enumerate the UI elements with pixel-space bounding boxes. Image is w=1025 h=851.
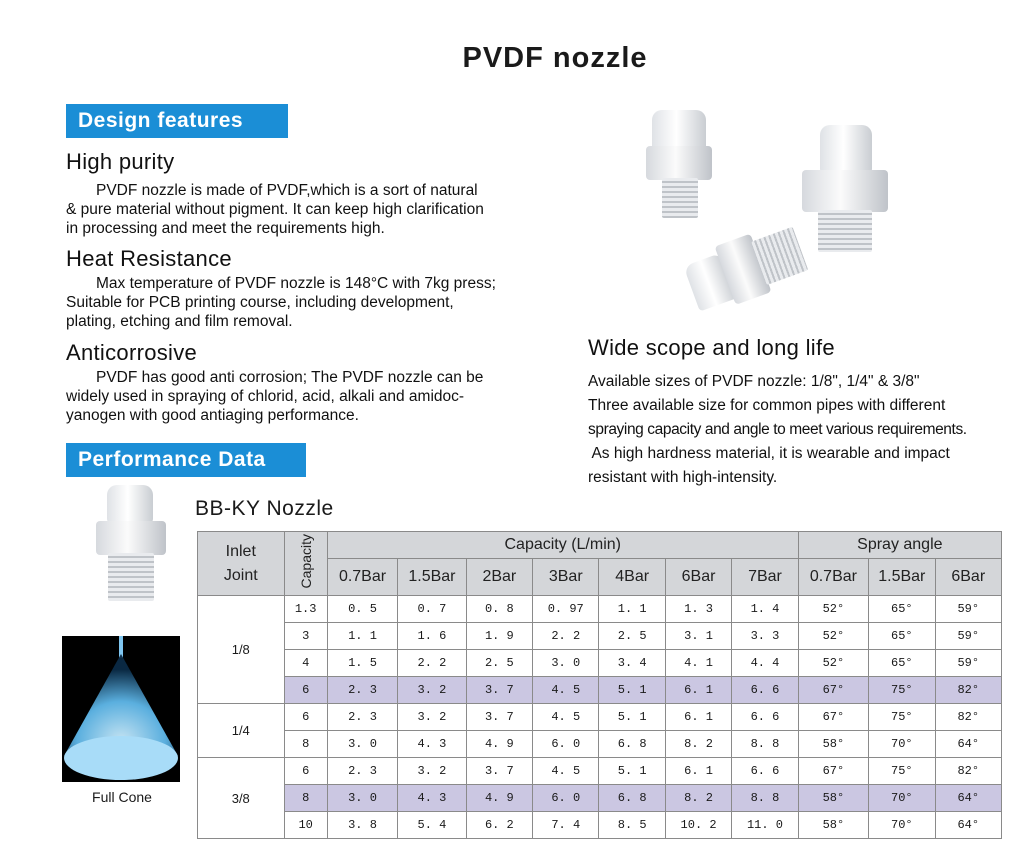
capacity-code-header-text: Capacity xyxy=(297,533,314,589)
feature-heading-purity: High purity xyxy=(66,149,175,174)
capacity-value-cell: 6. 1 xyxy=(665,758,731,785)
table-row xyxy=(198,785,1002,812)
performance-table xyxy=(197,531,1002,839)
capacity-value-cell: 4. 5 xyxy=(533,677,599,704)
table-row xyxy=(198,650,1002,677)
capacity-code-cell: 1.3 xyxy=(284,596,327,623)
capacity-value-cell: 4. 5 xyxy=(533,758,599,785)
capacity-code-cell: 6 xyxy=(284,677,327,704)
feature-line: in processing and meet the requirements high. xyxy=(66,220,385,237)
nozzle-image-a xyxy=(640,110,720,230)
capacity-value-cell: 4. 9 xyxy=(466,785,532,812)
capacity-value-cell: 4. 1 xyxy=(665,650,731,677)
spray-angle-cell: 65° xyxy=(869,623,935,650)
spray-angle-cell: 64° xyxy=(935,731,1001,758)
wide-scope-line: resistant with high-intensity. xyxy=(588,469,778,486)
joint-size-cell: 1/8 xyxy=(198,596,285,704)
spray-angle-cell: 67° xyxy=(798,758,868,785)
capacity-value-cell: 6. 0 xyxy=(533,785,599,812)
table-row xyxy=(198,596,1002,623)
page-title: PVDF nozzle xyxy=(462,42,648,74)
capacity-value-cell: 5. 1 xyxy=(599,758,665,785)
capacity-value-cell: 3. 8 xyxy=(327,812,397,839)
capacity-value-cell: 3. 1 xyxy=(665,623,731,650)
nozzle-model-label: BB-KY Nozzle xyxy=(195,497,334,520)
full-cone-spray-image xyxy=(62,636,180,782)
spray-angle-header: Spray angle xyxy=(798,532,1001,559)
capacity-code-cell: 3 xyxy=(284,623,327,650)
capacity-code-cell: 8 xyxy=(284,731,327,758)
spray-angle-cell: 70° xyxy=(869,812,935,839)
spray-angle-cell: 65° xyxy=(869,596,935,623)
full-cone-spray-graphic xyxy=(62,636,180,782)
spray-angle-cell: 58° xyxy=(798,785,868,812)
spray-angle-cell: 52° xyxy=(798,596,868,623)
capacity-value-cell: 1. 9 xyxy=(466,623,532,650)
spray-angle-cell: 52° xyxy=(798,623,868,650)
spray-angle-cell: 67° xyxy=(798,677,868,704)
capacity-value-cell: 4. 4 xyxy=(732,650,798,677)
spray-angle-cell: 70° xyxy=(869,731,935,758)
feature-text-heat xyxy=(66,274,566,331)
spray-angle-cell: 75° xyxy=(869,758,935,785)
capacity-code-cell: 6 xyxy=(284,758,327,785)
feature-line: PVDF has good anti corrosion; The PVDF nozzle can be xyxy=(96,369,484,386)
capacity-value-cell: 3. 2 xyxy=(398,677,466,704)
spray-angle-cell: 59° xyxy=(935,650,1001,677)
capacity-value-cell: 3. 0 xyxy=(327,785,397,812)
spray-angle-cell: 75° xyxy=(869,677,935,704)
feature-heading-heat: Heat Resistance xyxy=(66,246,232,271)
feature-line: widely used in spraying of chlorid, acid, alkali and amidoc- xyxy=(66,388,465,405)
table-row xyxy=(198,623,1002,650)
joint-size-cell: 1/4 xyxy=(198,704,285,758)
capacity-code-cell: 4 xyxy=(284,650,327,677)
table-row xyxy=(198,731,1002,758)
capacity-value-cell: 3. 3 xyxy=(732,623,798,650)
pressure-header: 6Bar xyxy=(665,559,731,596)
design-features-banner: Design features xyxy=(66,104,288,138)
nozzle-image-b xyxy=(800,125,890,260)
pressure-header: 0.7Bar xyxy=(327,559,397,596)
wide-scope-line: Three available size for common pipes with different xyxy=(588,397,946,414)
spray-angle-cell: 64° xyxy=(935,785,1001,812)
capacity-value-cell: 2. 3 xyxy=(327,704,397,731)
spray-angle-cell: 52° xyxy=(798,650,868,677)
table-row xyxy=(198,758,1002,785)
pressure-header: 7Bar xyxy=(732,559,798,596)
spray-angle-cell: 59° xyxy=(935,596,1001,623)
capacity-value-cell: 2. 5 xyxy=(599,623,665,650)
pressure-header: 1.5Bar xyxy=(398,559,466,596)
performance-table-body xyxy=(198,596,1002,839)
capacity-value-cell: 0. 5 xyxy=(327,596,397,623)
capacity-value-cell: 6. 0 xyxy=(533,731,599,758)
feature-line: PVDF nozzle is made of PVDF,which is a sort of natural xyxy=(96,182,478,199)
spray-angle-cell: 82° xyxy=(935,704,1001,731)
capacity-value-cell: 8. 2 xyxy=(665,731,731,758)
capacity-value-cell: 5. 1 xyxy=(599,677,665,704)
spray-angle-cell: 58° xyxy=(798,731,868,758)
inlet-joint-header xyxy=(198,532,285,596)
wide-scope-heading: Wide scope and long life xyxy=(588,335,835,360)
capacity-value-cell: 1. 6 xyxy=(398,623,466,650)
spray-angle-cell: 67° xyxy=(798,704,868,731)
table-row xyxy=(198,812,1002,839)
spray-angle-cell: 65° xyxy=(869,650,935,677)
spray-angle-cell: 82° xyxy=(935,677,1001,704)
capacity-value-cell: 8. 8 xyxy=(732,731,798,758)
capacity-value-cell: 4. 5 xyxy=(533,704,599,731)
feature-line: Suitable for PCB printing course, including development, xyxy=(66,294,454,311)
capacity-value-cell: 2. 2 xyxy=(398,650,466,677)
capacity-value-cell: 4. 9 xyxy=(466,731,532,758)
capacity-value-cell: 3. 4 xyxy=(599,650,665,677)
capacity-value-cell: 3. 2 xyxy=(398,758,466,785)
wide-scope-line: spraying capacity and angle to meet various requirements. xyxy=(588,421,967,438)
capacity-value-cell: 8. 5 xyxy=(599,812,665,839)
capacity-value-cell: 3. 7 xyxy=(466,677,532,704)
capacity-value-cell: 3. 2 xyxy=(398,704,466,731)
wide-scope-text xyxy=(588,370,1013,490)
spray-angle-cell: 75° xyxy=(869,704,935,731)
spray-angle-cell: 58° xyxy=(798,812,868,839)
capacity-value-cell: 6. 1 xyxy=(665,704,731,731)
capacity-value-cell: 6. 8 xyxy=(599,731,665,758)
wide-scope-line: As high hardness material, it is wearable and impact xyxy=(588,445,950,462)
nozzles-product-image xyxy=(630,105,900,315)
angle-pressure-header: 6Bar xyxy=(935,559,1001,596)
capacity-value-cell: 4. 3 xyxy=(398,785,466,812)
performance-data-banner: Performance Data xyxy=(66,443,306,477)
spray-angle-cell: 59° xyxy=(935,623,1001,650)
capacity-value-cell: 7. 4 xyxy=(533,812,599,839)
capacity-code-header xyxy=(284,532,327,596)
spray-angle-cell: 70° xyxy=(869,785,935,812)
capacity-value-cell: 5. 1 xyxy=(599,704,665,731)
capacity-value-cell: 6. 8 xyxy=(599,785,665,812)
capacity-value-cell: 10. 2 xyxy=(665,812,731,839)
pressure-header: 2Bar xyxy=(466,559,532,596)
feature-text-purity xyxy=(66,181,566,238)
capacity-value-cell: 0. 97 xyxy=(533,596,599,623)
feature-heading-anticorrosive: Anticorrosive xyxy=(66,340,198,365)
capacity-header: Capacity (L/min) xyxy=(327,532,798,559)
wide-scope-line: Available sizes of PVDF nozzle: 1/8", 1/4" & 3/8" xyxy=(588,373,920,390)
capacity-value-cell: 2. 5 xyxy=(466,650,532,677)
capacity-value-cell: 3. 7 xyxy=(466,704,532,731)
bb-ky-nozzle-image xyxy=(92,485,172,605)
capacity-value-cell: 0. 8 xyxy=(466,596,532,623)
capacity-value-cell: 1. 1 xyxy=(327,623,397,650)
capacity-value-cell: 3. 0 xyxy=(533,650,599,677)
feature-line: yanogen with good antiaging performance. xyxy=(66,407,359,424)
angle-pressure-header: 0.7Bar xyxy=(798,559,868,596)
capacity-value-cell: 1. 4 xyxy=(732,596,798,623)
table-header-row-1 xyxy=(198,532,1002,559)
capacity-value-cell: 0. 7 xyxy=(398,596,466,623)
angle-pressure-header: 1.5Bar xyxy=(869,559,935,596)
capacity-value-cell: 6. 1 xyxy=(665,677,731,704)
capacity-value-cell: 2. 2 xyxy=(533,623,599,650)
capacity-code-cell: 10 xyxy=(284,812,327,839)
capacity-value-cell: 8. 2 xyxy=(665,785,731,812)
joint-header-text: Joint xyxy=(223,566,258,584)
capacity-value-cell: 3. 0 xyxy=(327,731,397,758)
capacity-value-cell: 4. 3 xyxy=(398,731,466,758)
spray-angle-cell: 64° xyxy=(935,812,1001,839)
capacity-value-cell: 6. 6 xyxy=(732,677,798,704)
feature-line: & pure material without pigment. It can keep high clarification xyxy=(66,201,484,218)
inlet-header-text: Inlet xyxy=(225,542,256,560)
spray-angle-cell: 82° xyxy=(935,758,1001,785)
capacity-value-cell: 2. 3 xyxy=(327,677,397,704)
capacity-value-cell: 5. 4 xyxy=(398,812,466,839)
joint-size-cell: 3/8 xyxy=(198,758,285,839)
feature-line: Max temperature of PVDF nozzle is 148°C with 7kg press; xyxy=(96,275,496,292)
feature-text-anticorrosive xyxy=(66,368,566,425)
capacity-value-cell: 1. 1 xyxy=(599,596,665,623)
pressure-header: 4Bar xyxy=(599,559,665,596)
capacity-value-cell: 11. 0 xyxy=(732,812,798,839)
pressure-header: 3Bar xyxy=(533,559,599,596)
capacity-value-cell: 2. 3 xyxy=(327,758,397,785)
table-row xyxy=(198,677,1002,704)
capacity-value-cell: 8. 8 xyxy=(732,785,798,812)
table-row xyxy=(198,704,1002,731)
feature-line: plating, etching and film removal. xyxy=(66,313,293,330)
capacity-code-cell: 6 xyxy=(284,704,327,731)
capacity-value-cell: 6. 2 xyxy=(466,812,532,839)
capacity-value-cell: 6. 6 xyxy=(732,758,798,785)
capacity-value-cell: 6. 6 xyxy=(732,704,798,731)
capacity-value-cell: 1. 5 xyxy=(327,650,397,677)
full-cone-caption: Full Cone xyxy=(92,789,152,805)
capacity-value-cell: 3. 7 xyxy=(466,758,532,785)
capacity-code-cell: 8 xyxy=(284,785,327,812)
capacity-value-cell: 1. 3 xyxy=(665,596,731,623)
